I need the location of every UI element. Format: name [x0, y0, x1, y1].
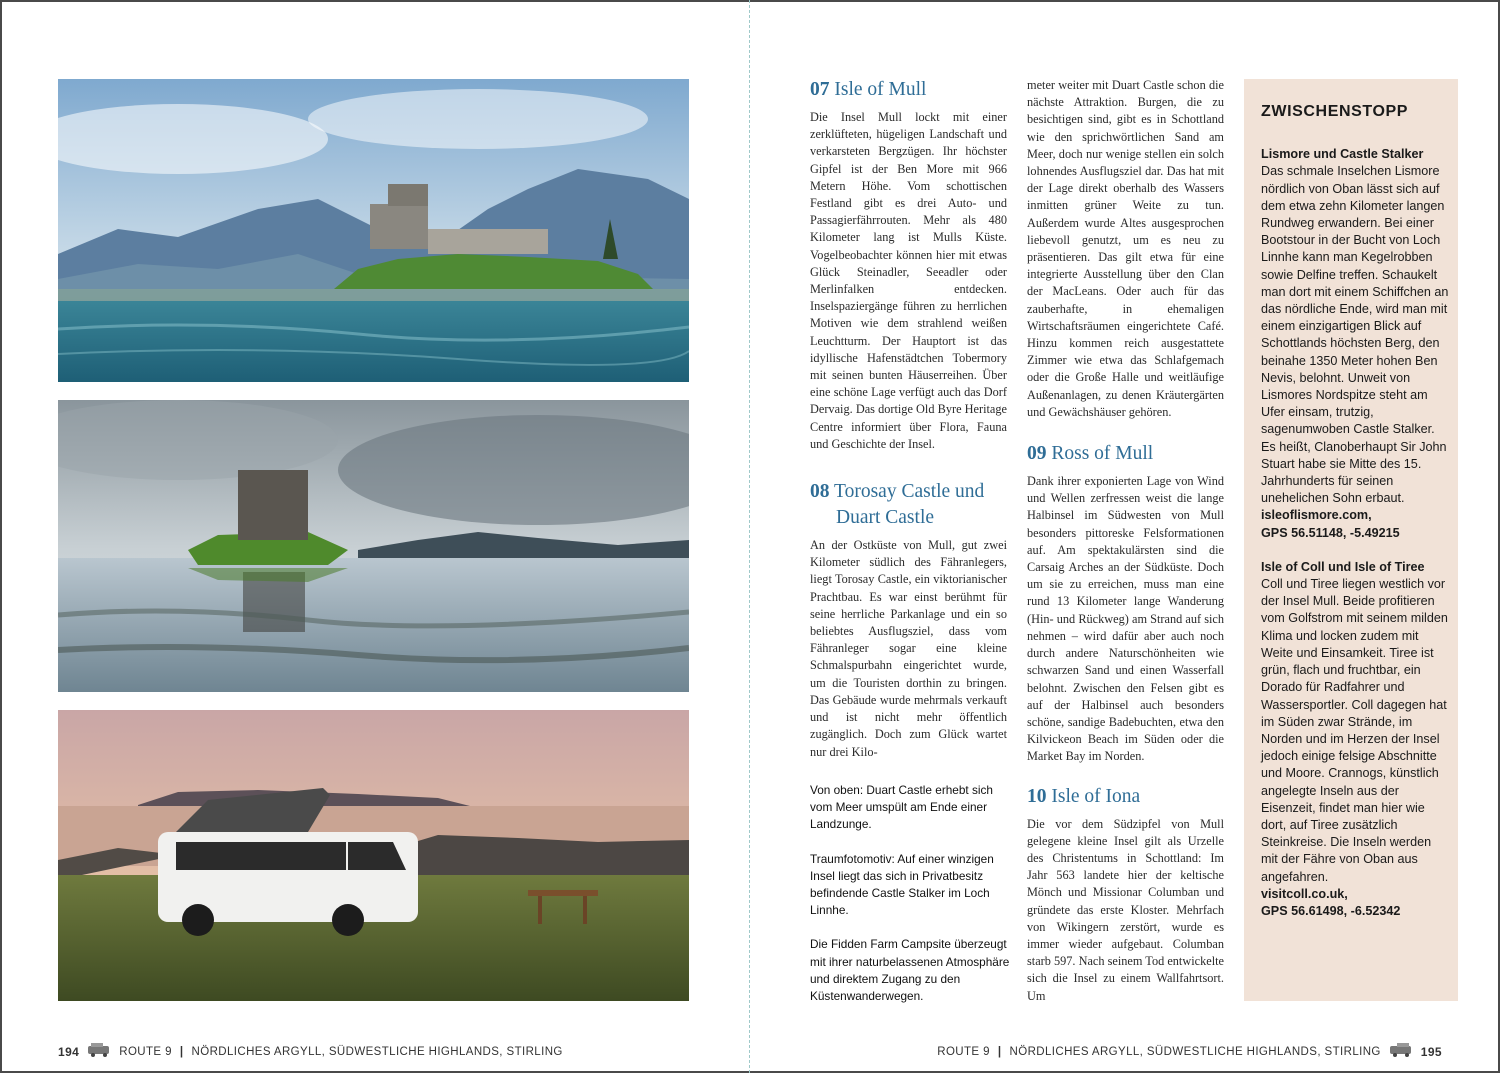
- photo-duart-castle: [58, 79, 689, 382]
- footer-region-left: NÖRDLICHES ARGYLL, SÜDWESTLICHE HIGHLANDS, STIRLING: [191, 1045, 563, 1058]
- photo-castle-stalker: [58, 400, 689, 692]
- spacer: [1261, 542, 1451, 559]
- footer-right: [937, 1043, 1442, 1060]
- photo-fidden-campsite: [58, 710, 689, 1001]
- paragraph-10: Die vor dem Südzipfel von Mull gelegene kleine Insel gilt als Urzelle des Christentums in Schottland: Im Jahr 563 landete hier der keltische Mönch und Missionar Columban und gründete das erste Kloster. Mehrfach von Wikingern zerstört, wurde es immer wieder aufgebaut. Columban starb 597. Nach seinem Tod entwickelte sich die Insel zu einem Wallfahrtsort. Um: [1027, 816, 1224, 1003]
- heading-number: 09: [1027, 443, 1047, 465]
- page-number-right: 195: [1420, 1044, 1442, 1059]
- footer-left: [58, 1043, 563, 1060]
- photo3-caption: Fidden Farm Campsite: [68, 995, 80, 996]
- heading-number: 10: [1027, 785, 1047, 807]
- caption-3: Die Fidden Farm Campsite überzeugt mit ihrer naturbelassenen Atmosphäre und direktem Zugang zu den Küstenwanderwegen.: [810, 937, 1010, 1004]
- footer-region-right: NÖRDLICHES ARGYLL, SÜDWESTLICHE HIGHLANDS, STIRLING: [1009, 1045, 1381, 1058]
- sidebar-gps-2: GPS 56.61498, -6.52342: [1261, 903, 1401, 918]
- heading-number: 07: [810, 79, 830, 100]
- heading-title: Isle of Iona: [1051, 785, 1141, 807]
- paragraph-08: An der Ostküste von Mull, gut zwei Kilometer südlich des Fähranlegers, liegt Torosay Castle, ein viktorianischer Prachtbau. Es war einst berühmt für seine herrliche Parkanlage und ein so beliebtes Ausflugsziel, dass vom Fähranleger sogar eine kleine Schmalspurbahn eingerichtet wurde, um die Touristen dorthin zu bringen. Das Gebäude wurde mehrmals verkauft und ist nicht mehr öffentlich zugänglich. Doch zum Glück wartet nur drei Kilo-: [810, 538, 1007, 759]
- book-spine: [749, 0, 750, 1073]
- picture-captions: [810, 782, 1016, 1022]
- footer-route-left: ROUTE 9: [119, 1045, 172, 1058]
- heading-number: 08: [810, 481, 830, 503]
- paragraph-09: Dank ihrer exponierten Lage von Wind und Wellen zerfressen weist die lange Halbinsel im Südwesten von Mull besonders pittoreske Felsformationen auf. Am spektakulärsten sind die Carsaig Arches an der Südküste. Doch um sie zu erreichen, muss man eine rund 13 Kilometer lange Wanderung (Hin- und Rückweg) am Strand auf sich nehmen – wird dafür aber auch noch durch andere Naturschönheiten wie schwarzen Sand und einen Wasserfall belohnt. Zwischen den Felsen gibt es auf der Halbinsel auch besonders schöne, sandige Badebuchten, etwa den Kilvickeon Beach im Süden oder die Market Bay im Norden.: [1027, 474, 1224, 764]
- caption-1: Von oben: Duart Castle erhebt sich vom Meer umspült am Ende einer Landzunge.: [810, 783, 993, 832]
- sidebar-gps-1: GPS 56.51148, -5.49215: [1261, 525, 1400, 540]
- photo2-caption: Castle Stalker: [68, 685, 76, 686]
- text-column-1: [810, 77, 1007, 761]
- sidebar-text-1: Das schmale Inselchen Lismore nördlich von Oban lässt sich auf dem etwa zehn Kilometer langen Rundweg erwandern. Bei einer Bootstour in der Bucht von Loch Linnhe kann man Kegelrobben sowie Delfine treffen. Schaukelt man dort mit einem Schiffchen an das nördliche Ende, wird man mit einem einzigartigen Blick auf Schottlands höchsten Berg, den beinahe 1350 Meter hohen Ben Nevis, belohnt. Unweit von Lismores Nordspitze steht am Ufer einsam, trutzig, sagenumwoben Castle Stalker. Es heißt, Clanoberhaupt Sir John Stuart habe sie Mitte des 15. Jahrhunderts für seinen unehelichen Sohn erbaut.: [1261, 164, 1449, 506]
- caption-2: Traumfotomotiv: Auf einer winzigen Insel liegt das sich in Privatbesitz befindende Castle Stalker im Loch Linnhe.: [810, 851, 994, 918]
- sidebar-text-2: Coll und Tiree liegen westlich vor der Insel Mull. Beide profitieren vom Golfstrom mit seinem milden Klima und locken zudem mit Weite und Einsamkeit. Tiree ist grün, flach und fruchtbar, ein Dorado für Radfahrer und Wassersportler. Coll dagegen hat im Süden zwar Strände, im Norden und im Herzen der Insel jedoch einige felsige Abschnitte und Moore. Crannogs, künstlich angelegte Inseln aus der Eisenzeit, findet man hier wie dort, auf Tiree zusätzlich Steinkreise. Die Inseln werden mit der Fähre von Oban aus angefahren.: [1261, 577, 1448, 884]
- paragraph-08-continued: meter weiter mit Duart Castle schon die nächste Attraktion. Burgen, die zu besichtigen sind, gibt es in Schottland wie den sprichwörtlichen Sand am Meer, doch nur wenige stellen ein solch lohnendes Ausflugsziel dar. Das hat mit der Lage direkt oberhalb des Wassers inmitten grüner Weite zu tun. Außerdem wurde Altes ausgesprochen liebevoll genutzt, um es neu zu präsentieren. Das gilt etwa für eine integrierte Ausstellung über den Clan der MacLeans. Oder auch für das zauberhafte, in ehemaligen Wirtschaftsräumen eingerichtete Café. Hinzu kommen reich ausgestattete Zimmer wie etwa das Schlafgemach oder die Große Halle und weitläufige Außenanlagen, zu denen Kräutergärten und Gewächshäuser gehören.: [1027, 78, 1224, 419]
- paragraph-07: Die Insel Mull lockt mit einer zerklüfteten, hügeligen Landschaft und verkarsteten Bergzügen. Ihr höchster Gipfel ist der Ben More mit 966 Metern Höhe. Vom schottischen Festland gibt es drei Auto- und Passagierfährrouten. Mehr als 480 Kilometer lang ist Mulls Küste. Vogelbeobachter können hier mit etwas Glück Steinadler, Seeadler oder Merlinfalken entdecken. Inselspaziergänge führen zu herrlichen Motiven wie dem strahlend weißen Leuchtturm. Der Hauptort ist das idyllische Hafenstädtchen Tobermory mit seinen bunten Häuserreihen. Über eine schöne Lage verfügt auch das Dorf Dervaig. Das dortige Old Byre Heritage Centre informiert über Flora, Fauna und Geschichte der Insel.: [810, 110, 1007, 451]
- heading-08: [810, 479, 1007, 531]
- heading-title-line2: Duart Castle: [836, 507, 935, 529]
- camper-van-icon: [1389, 1043, 1413, 1060]
- footer-route-right: ROUTE 9: [937, 1045, 990, 1058]
- heading-09: [1027, 441, 1224, 467]
- heading-07: [810, 77, 1007, 103]
- sidebar-subtitle-2: Isle of Coll und Isle of Tiree: [1261, 559, 1425, 574]
- heading-10: [1027, 784, 1224, 810]
- heading-title: Ross of Mull: [1051, 443, 1154, 465]
- heading-title: Isle of Mull: [834, 79, 927, 100]
- footer-separator: |: [179, 1045, 184, 1058]
- sidebar-title: ZWISCHENSTOPP: [1261, 103, 1409, 120]
- sidebar-zwischenstopp: [1244, 79, 1458, 1001]
- sidebar-subtitle-1: Lismore und Castle Stalker: [1261, 147, 1424, 162]
- sidebar-website-2[interactable]: visitcoll.co.uk,: [1261, 886, 1348, 901]
- page-number-left: 194: [58, 1044, 80, 1059]
- footer-separator: |: [997, 1045, 1002, 1058]
- photo1-caption: Duart Castle: [68, 374, 75, 375]
- sidebar-website-1[interactable]: isleoflismore.com,: [1261, 508, 1372, 523]
- camper-van-icon: [87, 1043, 111, 1060]
- heading-title-line1: Torosay Castle und: [834, 481, 985, 503]
- text-column-2: [1027, 77, 1224, 1005]
